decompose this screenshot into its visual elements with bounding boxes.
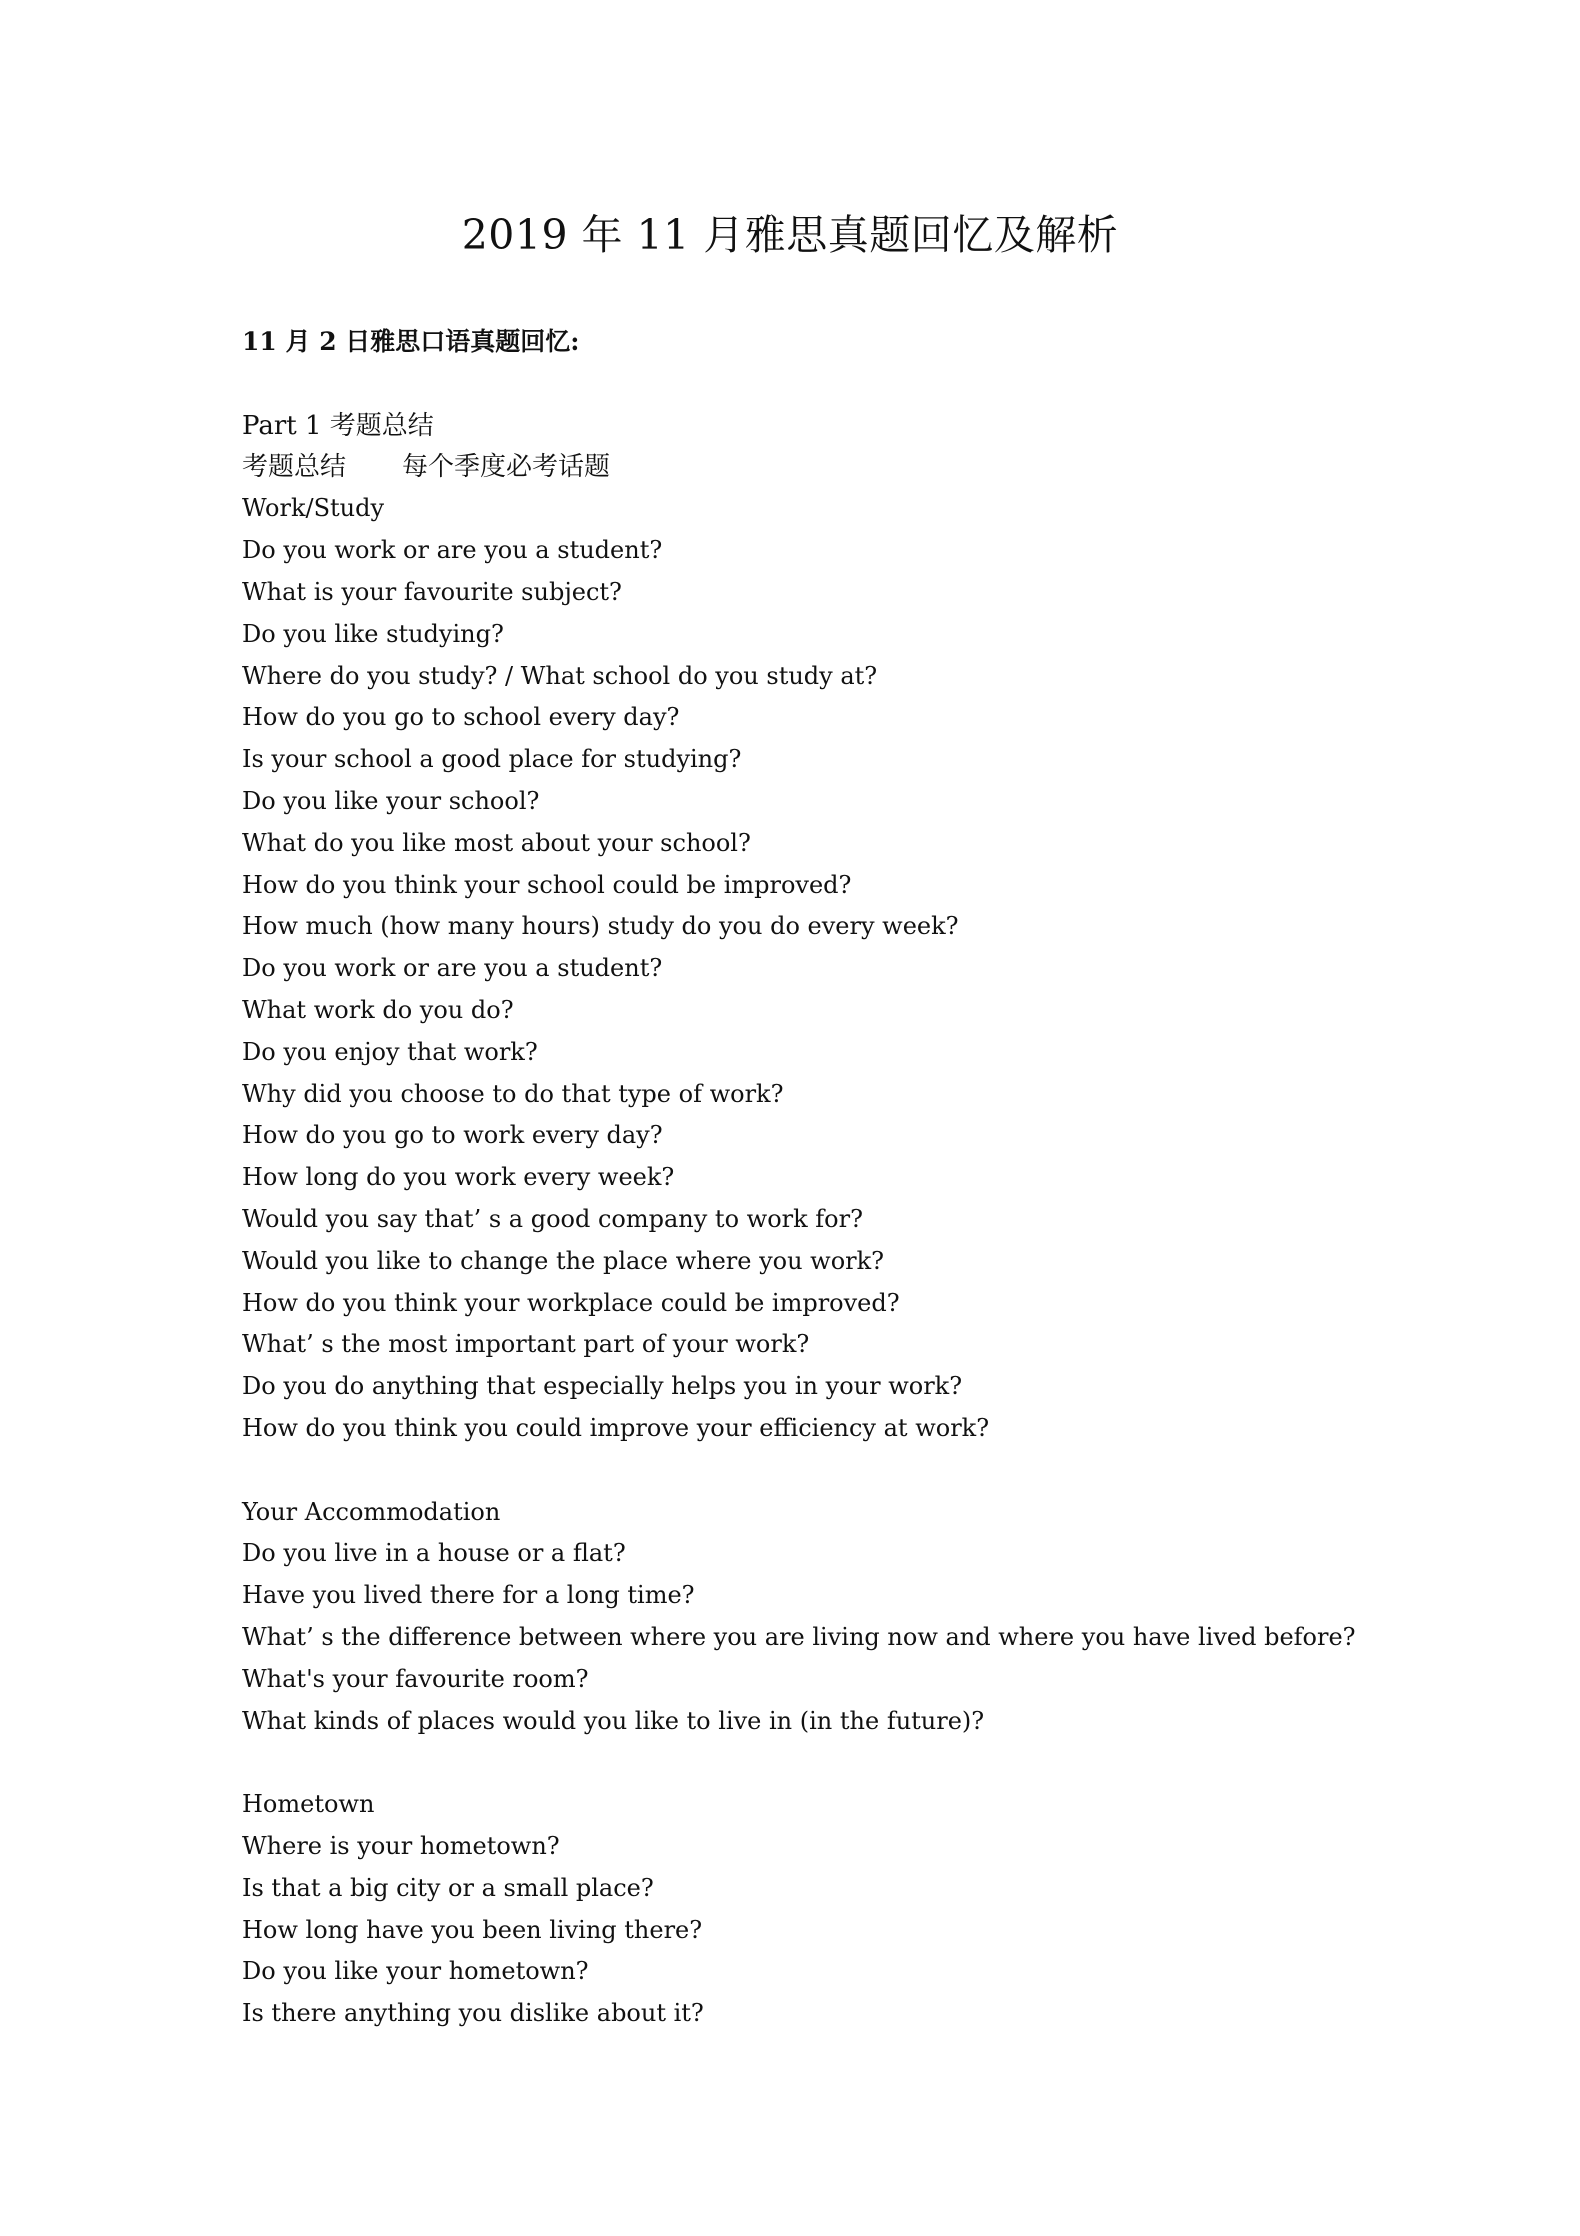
question-line: Is that a big city or a small place? [242,1874,654,1902]
question-line: Have you lived there for a long time? [242,1581,695,1609]
question-line: Do you live in a house or a flat? [242,1539,626,1567]
question-line: Where do you study? / What school do you study at? [242,662,878,690]
question-line: What do you like most about your school? [242,829,751,857]
part-1-title: Part 1 考题总结 [242,411,434,441]
question-line: Do you enjoy that work? [242,1038,538,1066]
question-line: Why did you choose to do that type of work? [242,1080,784,1108]
question-line: Is there anything you dislike about it? [242,1999,704,2027]
document-title: 2019 年 11 月雅思真题回忆及解析 [461,211,1119,259]
question-line: Do you like studying? [242,620,504,648]
question-line: What kinds of places would you like to live in (in the future)? [242,1707,985,1735]
question-line: What’ s the difference between where you are living now and where you have lived before? [242,1623,1356,1651]
question-line: How do you think your school could be improved? [242,871,852,899]
question-line: What is your favourite subject? [242,578,622,606]
summary-label: 考题总结 [242,452,347,482]
question-line: Do you like your hometown? [242,1957,589,1985]
summary-line [242,447,610,487]
question-line: Do you do anything that especially helps you in your work? [242,1372,963,1400]
question-line: How do you go to school every day? [242,703,680,731]
question-line: What work do you do? [242,996,514,1024]
accommodation-heading: Your Accommodation [242,1498,501,1526]
work-study-heading: Work/Study [242,494,385,522]
question-line: How do you think your workplace could be improved? [242,1289,900,1317]
question-line: Where is your hometown? [242,1832,560,1860]
question-line: Would you say that’ s a good company to work for? [242,1205,863,1233]
question-line: Do you work or are you a student? [242,536,663,564]
question-line: Do you work or are you a student? [242,954,663,982]
question-line: How much (how many hours) study do you do every week? [242,912,959,940]
question-line: Would you like to change the place where you work? [242,1247,885,1275]
section-subtitle: 11 月 2 日雅思口语真题回忆: [242,327,580,356]
question-line: How do you go to work every day? [242,1121,663,1149]
question-line: What's your favourite room? [242,1665,589,1693]
question-line: How long do you work every week? [242,1163,675,1191]
question-line: How long have you been living there? [242,1916,703,1944]
question-line: Is your school a good place for studying? [242,745,742,773]
hometown-heading: Hometown [242,1790,375,1818]
summary-note: 每个季度必考话题 [402,452,611,482]
question-line: Do you like your school? [242,787,540,815]
question-line: How do you think you could improve your efficiency at work? [242,1414,990,1442]
question-line: What’ s the most important part of your work? [242,1330,810,1358]
